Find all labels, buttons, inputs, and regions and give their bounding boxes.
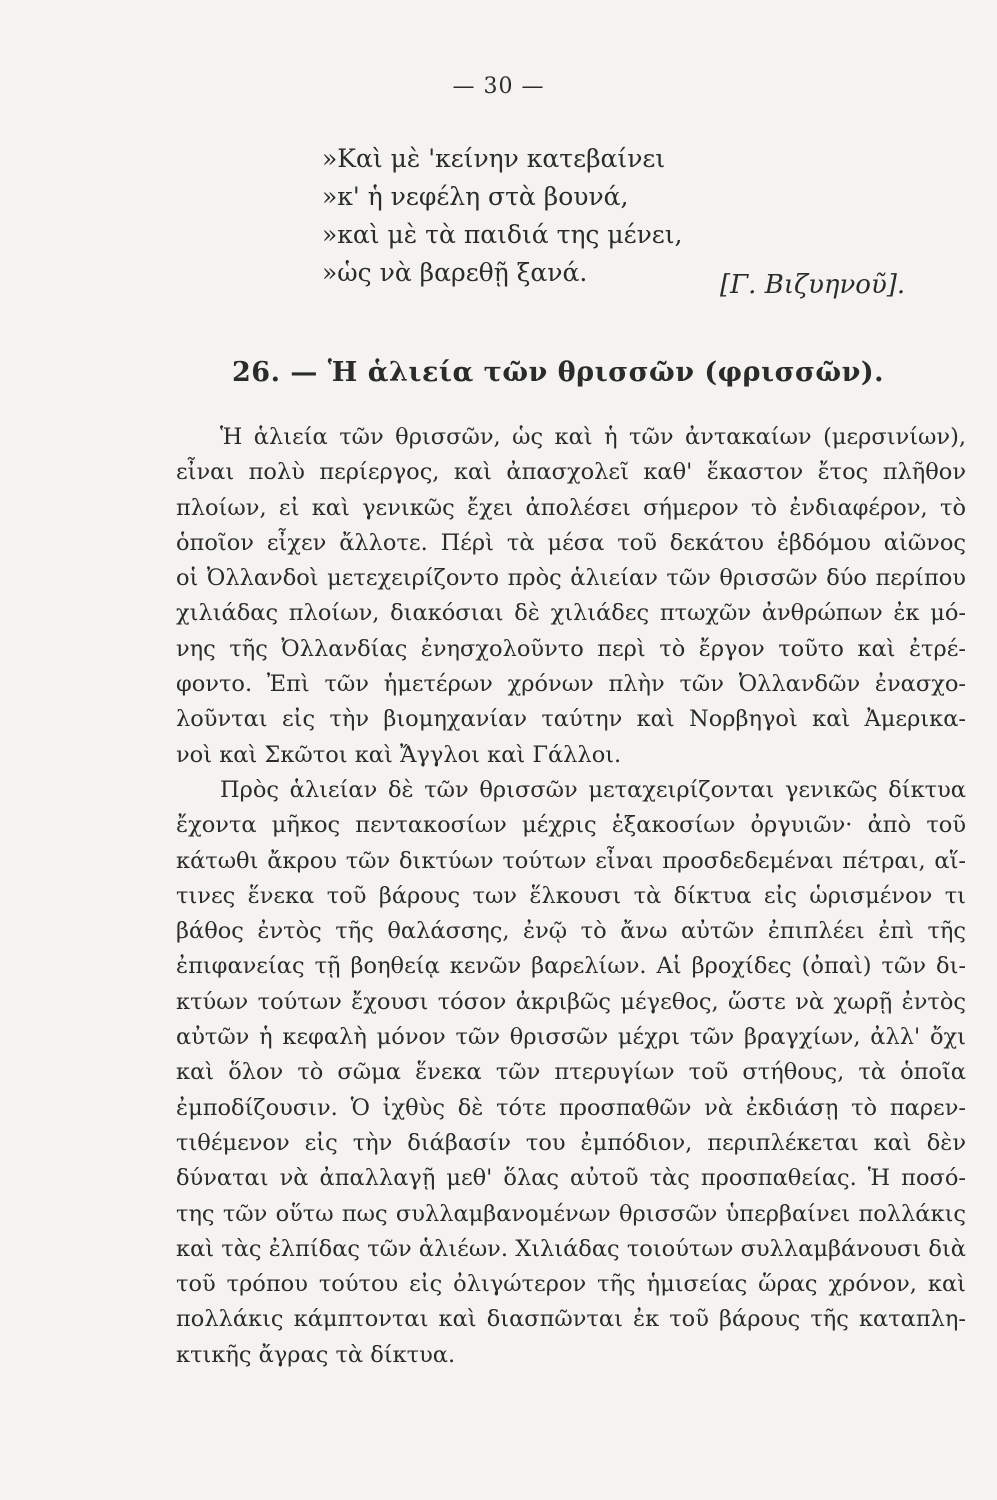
poem-line: »κ' ἡ νεφέλη στὰ βουνά,: [322, 182, 629, 211]
text-line: εἶναι πολὺ περίεργος, καὶ ἀπασχολεῖ καθ' ἕκαστον ἔτος πλῆθον: [176, 459, 966, 486]
text-line: φοντο. Ἐπὶ τῶν ἡμετέρων χρόνων πλὴν τῶν Ὀλλανδῶν ἐνασχο-: [176, 671, 966, 698]
text-line: δύναται νὰ ἀπαλλαγῇ μεθ' ὅλας αὐτοῦ τὰς προσπαθείας. Ἡ ποσό-: [176, 1165, 966, 1192]
poem-line: »ὡς νὰ βαρεθῇ ξανά.: [322, 258, 588, 287]
text-line: τινες ἕνεκα τοῦ βάρους των ἕλκουσι τὰ δίκτυα εἰς ὡρισμένον τι: [176, 882, 966, 909]
page-number: — 30 —: [452, 74, 545, 99]
text-line: ἐπιφανείας τῇ βοηθείᾳ κενῶν βαρελίων. Αἱ βροχίδες (ὀπαὶ) τῶν δι-: [176, 953, 966, 980]
text-line: αὐτῶν ἡ κεφαλὴ μόνον τῶν θρισσῶν μέχρι τῶν βραγχίων, ἀλλ' ὄχι: [176, 1024, 966, 1051]
text-line: πολλάκις κάμπτονται καὶ διασπῶνται ἐκ τοῦ βάρους τῆς καταπλη-: [176, 1306, 966, 1333]
text-line: Ἡ ἁλιεία τῶν θρισσῶν, ὡς καὶ ἡ τῶν ἀντακαίων (μερσινίων),: [220, 424, 966, 450]
text-line: λοῦνται εἰς τὴν βιομηχανίαν ταύτην καὶ Νορβηγοὶ καὶ Ἀμερικα-: [176, 706, 966, 733]
text-line: χιλιάδας πλοίων, διακόσιαι δὲ χιλιάδες πτωχῶν ἀνθρώπων ἐκ μό-: [176, 600, 966, 627]
section-heading: 26. — Ἡ ἁλιεία τῶν θρισσῶν (φρισσῶν).: [232, 357, 884, 388]
poem-line: »Καὶ μὲ 'κείνην κατεβαίνει: [322, 144, 666, 173]
text-line: νης τῆς Ὀλλανδίας ἐνησχολοῦντο περὶ τὸ ἔργον τοῦτο καὶ ἐτρέ-: [176, 635, 966, 662]
text-line: τιθέμενον εἰς τὴν διάβασίν του ἐμπόδιον, περιπλέκεται καὶ δὲν: [176, 1129, 966, 1156]
text-line: κτύων τούτων ἔχουσι τόσον ἀκριβῶς μέγεθος, ὥστε νὰ χωρῇ ἐντὸς: [176, 988, 966, 1015]
text-line: καὶ τὰς ἐλπίδας τῶν ἁλιέων. Χιλιάδας τοιούτων συλλαμβάνουσι διὰ: [176, 1235, 966, 1262]
text-line: νοὶ καὶ Σκῶτοι καὶ Ἄγγλοι καὶ Γάλλοι.: [176, 741, 622, 768]
text-line: τοῦ τρόπου τούτου εἰς ὀλιγώτερον τῆς ἡμισείας ὥρας χρόνον, καὶ: [176, 1271, 966, 1298]
poem-attribution: [Γ. Βιζυηνοῦ].: [720, 270, 906, 300]
section-body: [176, 420, 966, 1373]
text-line: καὶ ὅλον τὸ σῶμα ἕνεκα τῶν πτερυγίων τοῦ στήθους, τὰ ὁποῖα: [176, 1059, 966, 1086]
poem-line: »καὶ μὲ τὰ παιδιά της μένει,: [322, 220, 683, 249]
text-line: κάτωθι ἄκρου τῶν δικτύων τούτων εἶναι προσδεδεμέναι πέτραι, αἵ-: [176, 847, 966, 874]
text-line: της τῶν οὕτω πως συλλαμβανομένων θρισσῶν ὑπερβαίνει πολλάκις: [176, 1200, 966, 1227]
text-line: οἱ Ὀλλανδοὶ μετεχειρίζοντο πρὸς ἁλιείαν τῶν θρισσῶν δύο περίπου: [176, 565, 966, 592]
text-line: κτικῆς ἄγρας τὰ δίκτυα.: [176, 1341, 456, 1368]
text-line: βάθος ἐντὸς τῆς θαλάσσης, ἐνῷ τὸ ἄνω αὐτῶν ἐπιπλέει ἐπὶ τῆς: [176, 918, 966, 945]
text-line: ἐμποδίζουσιν. Ὁ ἰχθὺς δὲ τότε προσπαθῶν νὰ ἐκδιάσῃ τὸ παρεν-: [176, 1094, 966, 1121]
text-line: ὁποῖον εἶχεν ἄλλοτε. Πέρὶ τὰ μέσα τοῦ δεκάτου ἑβδόμου αἰῶνος: [176, 529, 966, 556]
text-line: πλοίων, εἰ καὶ γενικῶς ἔχει ἀπολέσει σήμερον τὸ ἐνδιαφέρον, τὸ: [176, 494, 966, 521]
text-line: ἔχοντα μῆκος πεντακοσίων μέχρις ἑξακοσίων ὀργυιῶν· ἀπὸ τοῦ: [176, 812, 966, 839]
text-line: Πρὸς ἁλιείαν δὲ τῶν θρισσῶν μεταχειρίζονται γενικῶς δίκτυα: [220, 776, 966, 803]
